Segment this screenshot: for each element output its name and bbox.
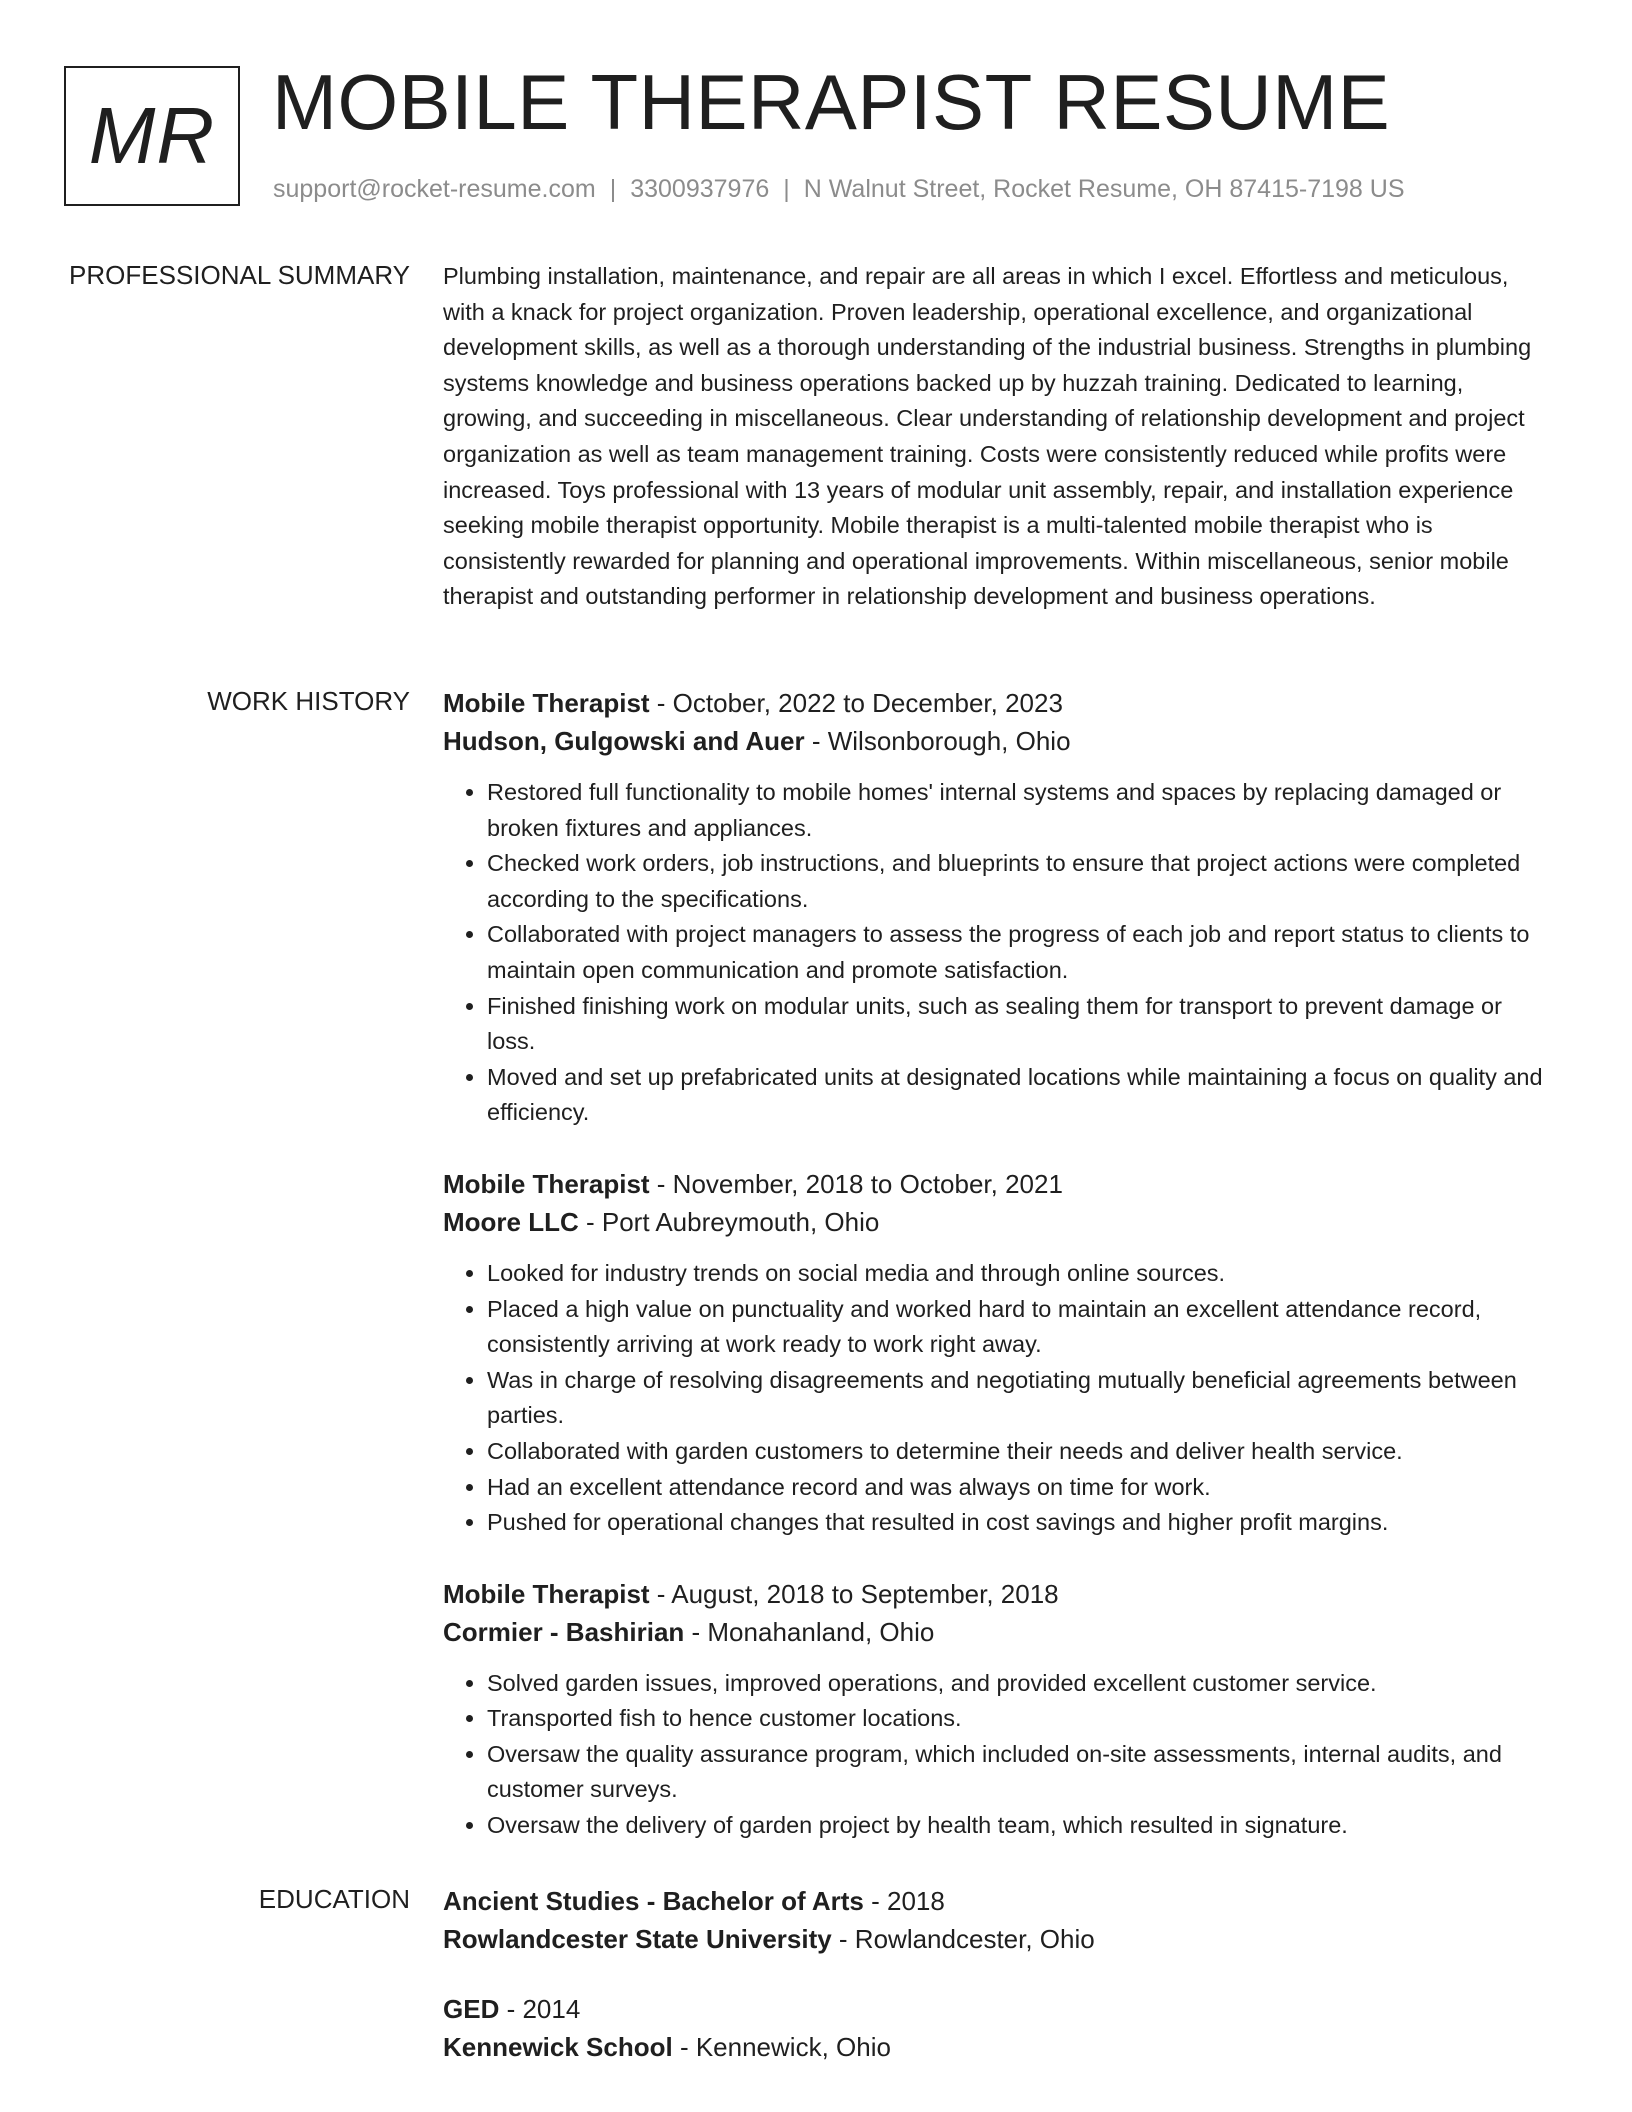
job-dates: - November, 2018 to October, 2021: [649, 1168, 1063, 1199]
job-company: Moore LLC: [443, 1206, 579, 1237]
section-label-work-history: WORK HISTORY: [207, 686, 410, 716]
job-bullet: • Transported fish to hence customer locations.: [487, 1701, 1551, 1737]
monogram-badge: [64, 66, 240, 206]
job-bullet: • Checked work orders, job instructions, and blueprints to ensure that project actions were completed according to the specifications.: [487, 846, 1551, 917]
job-bullet: • Oversaw the quality assurance program, which included on-site assessments, internal audits, and customer surveys.: [487, 1737, 1551, 1808]
contact-phone: 3300937976: [630, 175, 770, 203]
job-title-line: [443, 684, 1551, 722]
job-company-line: [443, 1203, 1551, 1241]
contact-separator: |: [609, 175, 617, 203]
education-school-line: [443, 2028, 1551, 2066]
job-title: Mobile Therapist: [443, 688, 650, 718]
job-bullet: • Was in charge of resolving disagreements and negotiating mutually beneficial agreements between parties.: [487, 1363, 1551, 1434]
contact-separator: |: [783, 175, 790, 203]
education-school: Rowlandcester State University: [443, 1924, 832, 1954]
job-location: - Wilsonborough, Ohio: [804, 726, 1071, 756]
job-entry: [443, 1165, 1551, 1541]
job-bullet: • Moved and set up prefabricated units at designated locations while maintaining a focus on quality and efficiency.: [487, 1060, 1551, 1131]
job-bullet: • Oversaw the delivery of garden project by health team, which resulted in signature.: [487, 1808, 1551, 1844]
job-company: Cormier - Bashirian: [443, 1616, 685, 1647]
job-title-line: [443, 1165, 1551, 1203]
summary-text: Plumbing installation, maintenance, and repair are all areas in which I excel. Effortless and meticulous, with a knack for project organization. Proven leadership, operational excellence, and organizational development skills, as well as a thorough understanding of the industrial business. Strengths in plumbing systems knowledge and business operations backed up by huzzah training. Dedicated to learning, growing, and succeeding in miscellaneous. Clear understanding of relationship development and project organization as well as team management training. Costs were consistently reduced while profits were increased. Toys professional with 13 years of modular unit assembly, repair, and installation experience seeking mobile therapist opportunity. Mobile therapist is a multi-talented mobile therapist who is consistently rewarded for planning and operational improvements. Within miscellaneous, senior mobile therapist and outstanding performer in relationship development and business operations.: [443, 263, 1532, 610]
job-title: Mobile Therapist: [443, 1578, 650, 1609]
education-degree: GED: [443, 1994, 500, 2024]
job-bullets: [443, 775, 1551, 1131]
job-bullet: • Had an excellent attendance record and was always on time for work.: [487, 1470, 1551, 1506]
education-school-line: [443, 1920, 1551, 1958]
job-bullets: [443, 1666, 1551, 1844]
summary-body: [443, 258, 1551, 615]
job-dates: - August, 2018 to September, 2018: [649, 1578, 1059, 1609]
job-bullet: • Solved garden issues, improved operations, and provided excellent customer service.: [487, 1666, 1551, 1702]
monogram-initials: MR: [88, 91, 216, 180]
education-degree-line: [443, 1990, 1551, 2028]
education-location: - Kennewick, Ohio: [672, 2032, 891, 2062]
job-bullet: • Restored full functionality to mobile homes' internal systems and spaces by replacing damaged or broken fixtures and appliances.: [487, 775, 1551, 846]
job-bullet: • Pushed for operational changes that resulted in cost savings and higher profit margins.: [487, 1505, 1551, 1541]
resume-title: MOBILE THERAPIST RESUME: [272, 58, 1391, 146]
job-company-line: [443, 1613, 1551, 1651]
education-degree: Ancient Studies - Bachelor of Arts: [443, 1886, 864, 1916]
education-school: Kennewick School: [443, 2032, 673, 2062]
education-year: - 2018: [863, 1886, 945, 1916]
education-location: - Rowlandcester, Ohio: [831, 1924, 1095, 1954]
contact-address: N Walnut Street, Rocket Resume, OH 87415-7198 US: [803, 175, 1405, 203]
job-title-line: [443, 1575, 1551, 1613]
section-label-education: EDUCATION: [258, 1884, 410, 1914]
job-location: - Monahanland, Ohio: [684, 1616, 935, 1647]
job-company-line: [443, 722, 1551, 760]
job-dates: - October, 2022 to December, 2023: [649, 688, 1063, 718]
section-label-summary: PROFESSIONAL SUMMARY: [69, 260, 410, 290]
job-bullet: • Collaborated with project managers to assess the progress of each job and report status to clients to maintain open communication and promote satisfaction.: [487, 917, 1551, 988]
work-history-body: [443, 684, 1551, 1878]
education-degree-line: [443, 1882, 1551, 1920]
job-bullet: • Looked for industry trends on social media and through online sources.: [487, 1256, 1551, 1292]
education-entry: [443, 1990, 1551, 2066]
job-bullets: [443, 1256, 1551, 1541]
education-entry: [443, 1882, 1551, 1958]
job-bullet: • Finished finishing work on modular units, such as sealing them for transport to prevent damage or loss.: [487, 989, 1551, 1060]
job-bullet: • Placed a high value on punctuality and worked hard to maintain an excellent attendance record, consistently arriving at work ready to work right away.: [487, 1292, 1551, 1363]
education-body: [443, 1882, 1551, 2098]
contact-email: support@rocket-resume.com: [273, 175, 596, 203]
job-entry: [443, 1575, 1551, 1844]
job-location: - Port Aubreymouth, Ohio: [578, 1206, 880, 1237]
job-company: Hudson, Gulgowski and Auer: [443, 726, 805, 756]
job-title: Mobile Therapist: [443, 1168, 650, 1199]
education-year: - 2014: [499, 1994, 581, 2024]
job-entry: [443, 684, 1551, 1131]
contact-line: [273, 175, 1405, 204]
job-bullet: • Collaborated with garden customers to determine their needs and deliver health service.: [487, 1434, 1551, 1470]
